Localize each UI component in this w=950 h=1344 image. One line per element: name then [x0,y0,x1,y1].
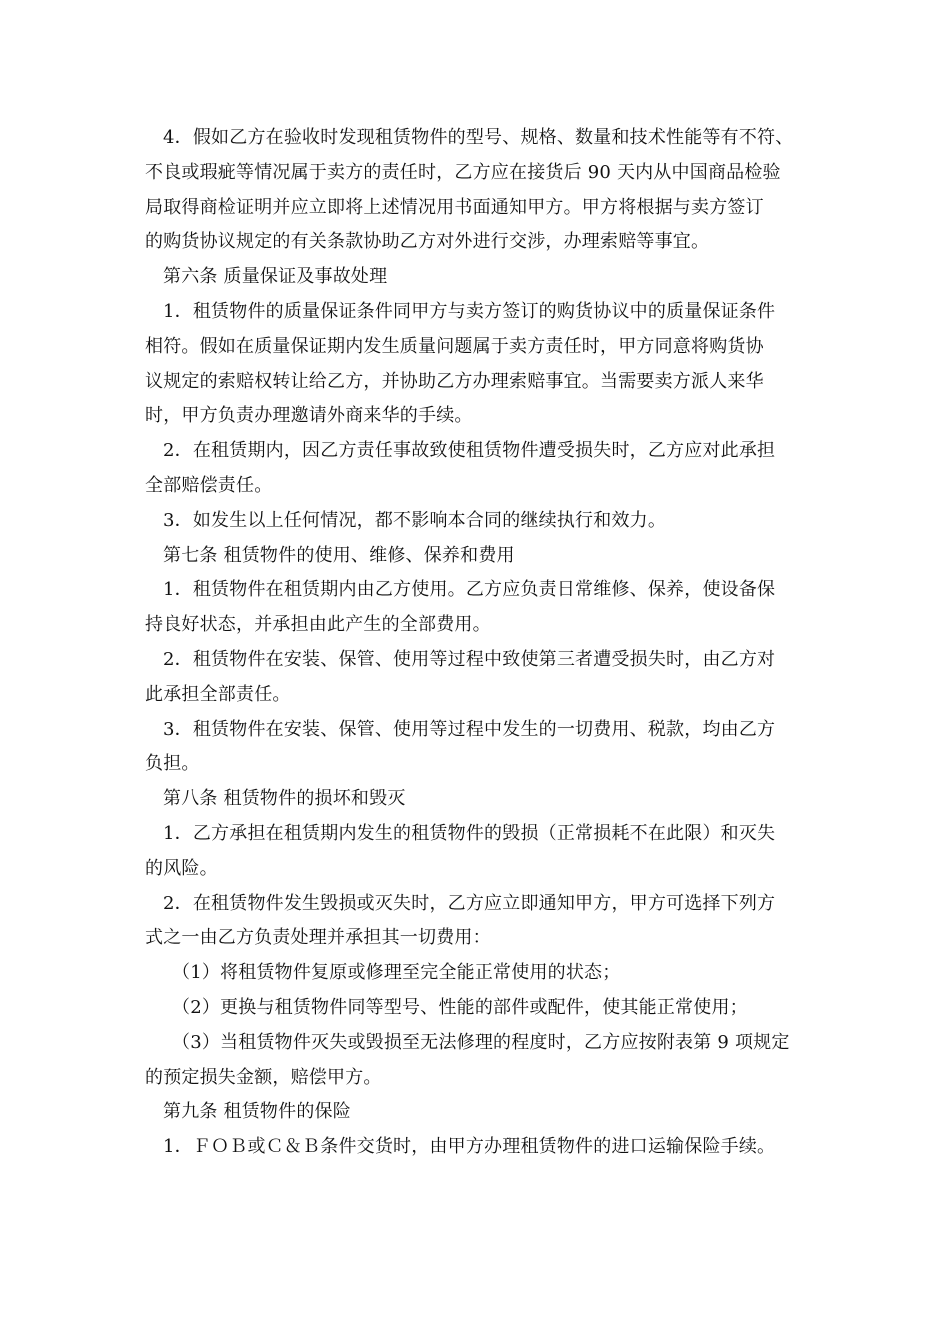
paragraph-line: 3．租赁物件在安装、保管、使用等过程中发生的一切费用、税款，均由乙方 [163,718,776,740]
paragraph-line: 持良好状态，并承担由此产生的全部费用。 [145,614,491,636]
article-heading: 第六条 质量保证及事故处理 [163,266,388,288]
paragraph-line: 2．在租赁物件发生毁损或灭失时，乙方应立即通知甲方，甲方可选择下列方 [163,892,776,914]
paragraph-line: 全部赔偿责任。 [145,474,273,496]
paragraph-line: 议规定的索赔权转让给乙方，并协助乙方办理索赔事宜。当需要卖方派人来华 [145,370,764,392]
paragraph-line: 相符。假如在质量保证期内发生质量问题属于卖方责任时，甲方同意将购货协 [145,335,764,357]
article-heading: 第七条 租赁物件的使用、维修、保养和费用 [163,544,515,566]
paragraph-line: 不良或瑕疵等情况属于卖方的责任时，乙方应在接货后 90 天内从中国商品检验 [145,161,781,183]
paragraph-line: 负担。 [145,753,200,775]
paragraph-line: 2．租赁物件在安装、保管、使用等过程中致使第三者遭受损失时，由乙方对 [163,648,776,670]
paragraph-line: 的风险。 [145,857,218,879]
paragraph-line: 1．租赁物件的质量保证条件同甲方与卖方签订的购货协议中的质量保证条件 [163,300,776,322]
paragraph-line: 1．租赁物件在租赁期内由乙方使用。乙方应负责日常维修、保养，使设备保 [163,579,776,601]
paragraph-line: 的购货协议规定的有关条款协助乙方对外进行交涉，办理索赔等事宜。 [145,231,710,253]
paragraph-line: 局取得商检证明并应立即将上述情况用书面通知甲方。甲方将根据与卖方签订 [145,196,764,218]
list-item: （3）当租赁物件灭失或毁损至无法修理的程度时，乙方应按附表第 9 项规定 [172,1031,790,1053]
article-heading: 第九条 租赁物件的保险 [163,1101,351,1123]
paragraph-line: 的预定损失金额，赔偿甲方。 [145,1066,382,1088]
paragraph-line: 3．如发生以上任何情况，都不影响本合同的继续执行和效力。 [163,509,667,531]
contract-text [145,121,825,1165]
paragraph-line: 式之一由乙方负责处理并承担其一切费用： [145,927,491,949]
paragraph-line: 时，甲方负责办理邀请外商来华的手续。 [145,405,473,427]
paragraph-line: 1．ＦＯＢ或Ｃ＆Ｂ条件交货时，由甲方办理租赁物件的进口运输保险手续。 [163,1136,776,1158]
paragraph-line: 1．乙方承担在租赁期内发生的租赁物件的毁损（正常损耗不在此限）和灭失 [163,822,776,844]
list-item: （2）更换与租赁物件同等型号、性能的部件或配件，使其能正常使用； [172,996,748,1018]
paragraph-line: 2．在租赁期内，因乙方责任事故致使租赁物件遭受损失时，乙方应对此承担 [163,440,776,462]
article-heading: 第八条 租赁物件的损坏和毁灭 [163,788,406,810]
paragraph-line: 此承担全部责任。 [145,683,291,705]
list-item: （1）将租赁物件复原或修理至完全能正常使用的状态； [172,962,621,984]
paragraph-line: 4．假如乙方在验收时发现租赁物件的型号、规格、数量和技术性能等有不符、 [163,127,794,148]
